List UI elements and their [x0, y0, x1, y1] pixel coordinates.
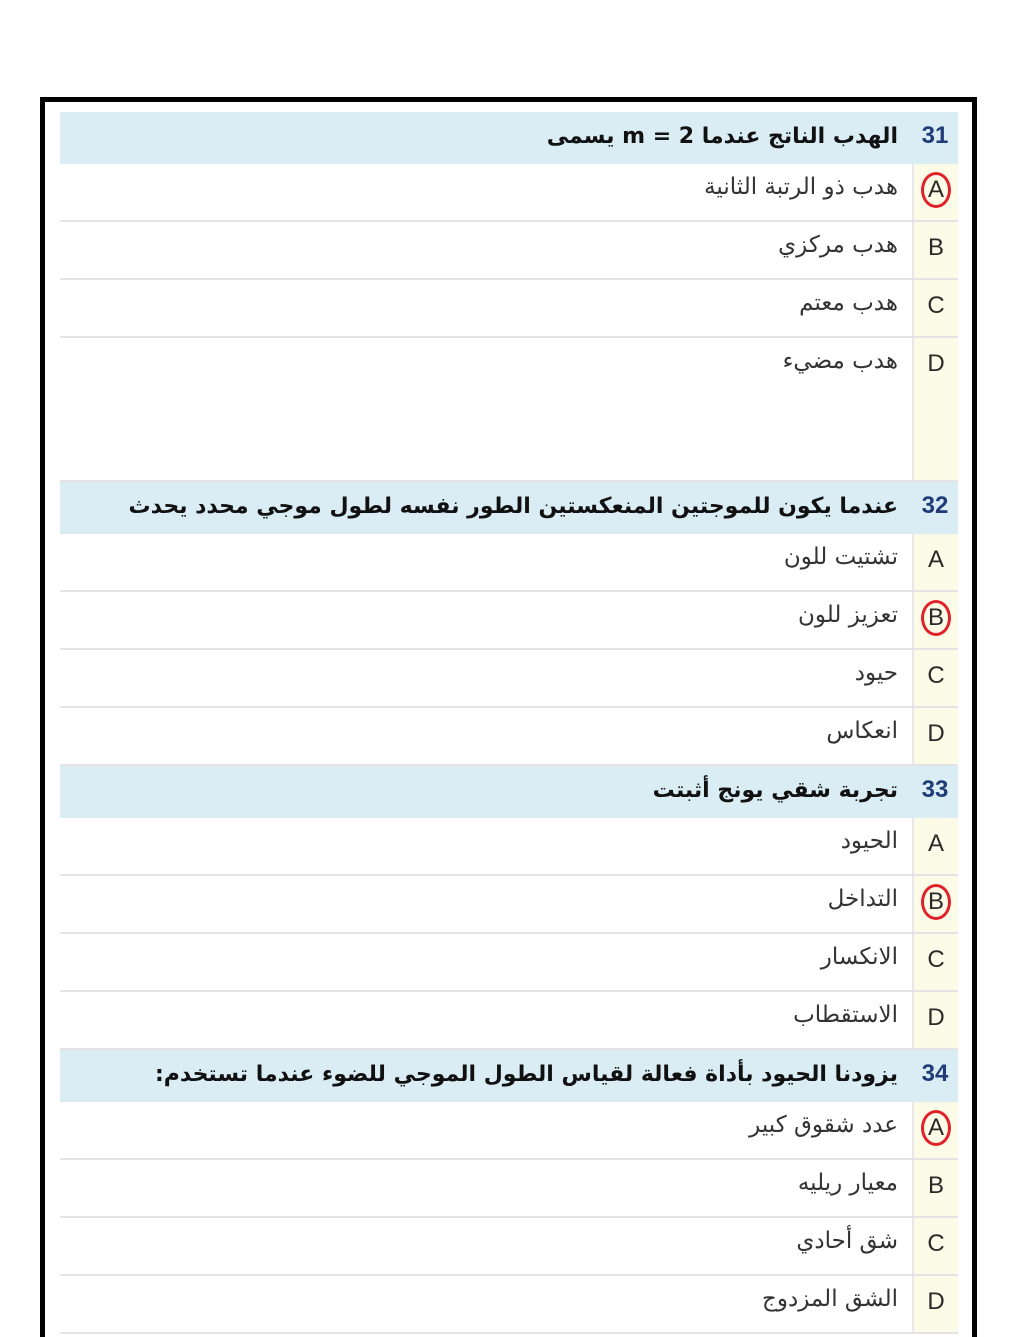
question-number: 31	[912, 112, 958, 164]
answer-circle-mark	[921, 172, 951, 208]
option-letter: A	[912, 1102, 958, 1158]
option-text: الشق المزدوج	[762, 1286, 898, 1312]
option-letter: C	[912, 650, 958, 706]
option-row-31-d[interactable]	[60, 338, 958, 482]
option-letter: A	[912, 818, 958, 874]
question-row-31	[60, 112, 958, 164]
question-text: الهدب الناتج عندما m = 2 يسمى	[546, 124, 898, 149]
option-text: هدب معتم	[799, 290, 898, 316]
option-row-33-c[interactable]	[60, 934, 958, 992]
option-row-33-d[interactable]	[60, 992, 958, 1050]
quiz-sheet	[60, 112, 958, 1334]
question-row-33	[60, 766, 958, 818]
answer-circle-mark	[921, 600, 951, 636]
option-row-34-b[interactable]	[60, 1160, 958, 1218]
option-letter: B	[912, 592, 958, 648]
option-row-31-c[interactable]	[60, 280, 958, 338]
question-text: يزودنا الحيود بأداة فعالة لقياس الطول الموجي للضوء عندما تستخدم:	[154, 1062, 898, 1087]
option-row-34-a[interactable]	[60, 1102, 958, 1160]
option-text: الاستقطاب	[793, 1002, 898, 1028]
option-row-31-b[interactable]	[60, 222, 958, 280]
option-text: انعكاس	[826, 718, 898, 744]
option-row-31-a[interactable]	[60, 164, 958, 222]
option-letter: B	[912, 876, 958, 932]
answer-circle-mark	[921, 884, 951, 920]
option-row-32-c[interactable]	[60, 650, 958, 708]
option-letter: B	[912, 1160, 958, 1216]
answer-circle-mark	[921, 1110, 951, 1146]
option-text: هدب مضيء	[782, 348, 898, 374]
option-text: هدب مركزي	[778, 232, 898, 258]
option-letter: A	[912, 164, 958, 220]
option-text: التداخل	[827, 886, 898, 912]
option-text: معيار ريليه	[797, 1170, 898, 1196]
option-letter: B	[912, 222, 958, 278]
option-text: حيود	[854, 660, 898, 686]
option-letter: A	[912, 534, 958, 590]
question-number: 34	[912, 1050, 958, 1102]
question-number: 32	[912, 482, 958, 534]
option-row-32-d[interactable]	[60, 708, 958, 766]
option-text: تشتيت للون	[783, 544, 898, 570]
option-text: الحيود	[840, 828, 898, 854]
question-text: عندما يكون للموجتين المنعكستين الطور نفسه لطول موجي محدد يحدث	[128, 494, 898, 519]
option-row-32-b[interactable]	[60, 592, 958, 650]
question-text: تجربة شقي يونج أثبتت	[652, 778, 898, 803]
option-row-32-a[interactable]	[60, 534, 958, 592]
option-text: عدد شقوق كبير	[749, 1112, 898, 1138]
option-letter: D	[912, 338, 958, 480]
option-row-34-d[interactable]	[60, 1276, 958, 1334]
option-row-33-b[interactable]	[60, 876, 958, 934]
question-number: 33	[912, 766, 958, 818]
option-letter: D	[912, 1276, 958, 1332]
option-letter: C	[912, 280, 958, 336]
option-letter: D	[912, 992, 958, 1048]
question-row-34	[60, 1050, 958, 1102]
option-row-34-c[interactable]	[60, 1218, 958, 1276]
option-text: هدب ذو الرتبة الثانية	[704, 174, 898, 200]
option-letter: C	[912, 934, 958, 990]
question-row-32	[60, 482, 958, 534]
option-text: تعزيز للون	[798, 602, 898, 628]
option-row-33-a[interactable]	[60, 818, 958, 876]
option-letter: D	[912, 708, 958, 764]
option-text: شق أحادي	[796, 1228, 898, 1254]
option-letter: C	[912, 1218, 958, 1274]
option-text: الانكسار	[820, 944, 898, 970]
